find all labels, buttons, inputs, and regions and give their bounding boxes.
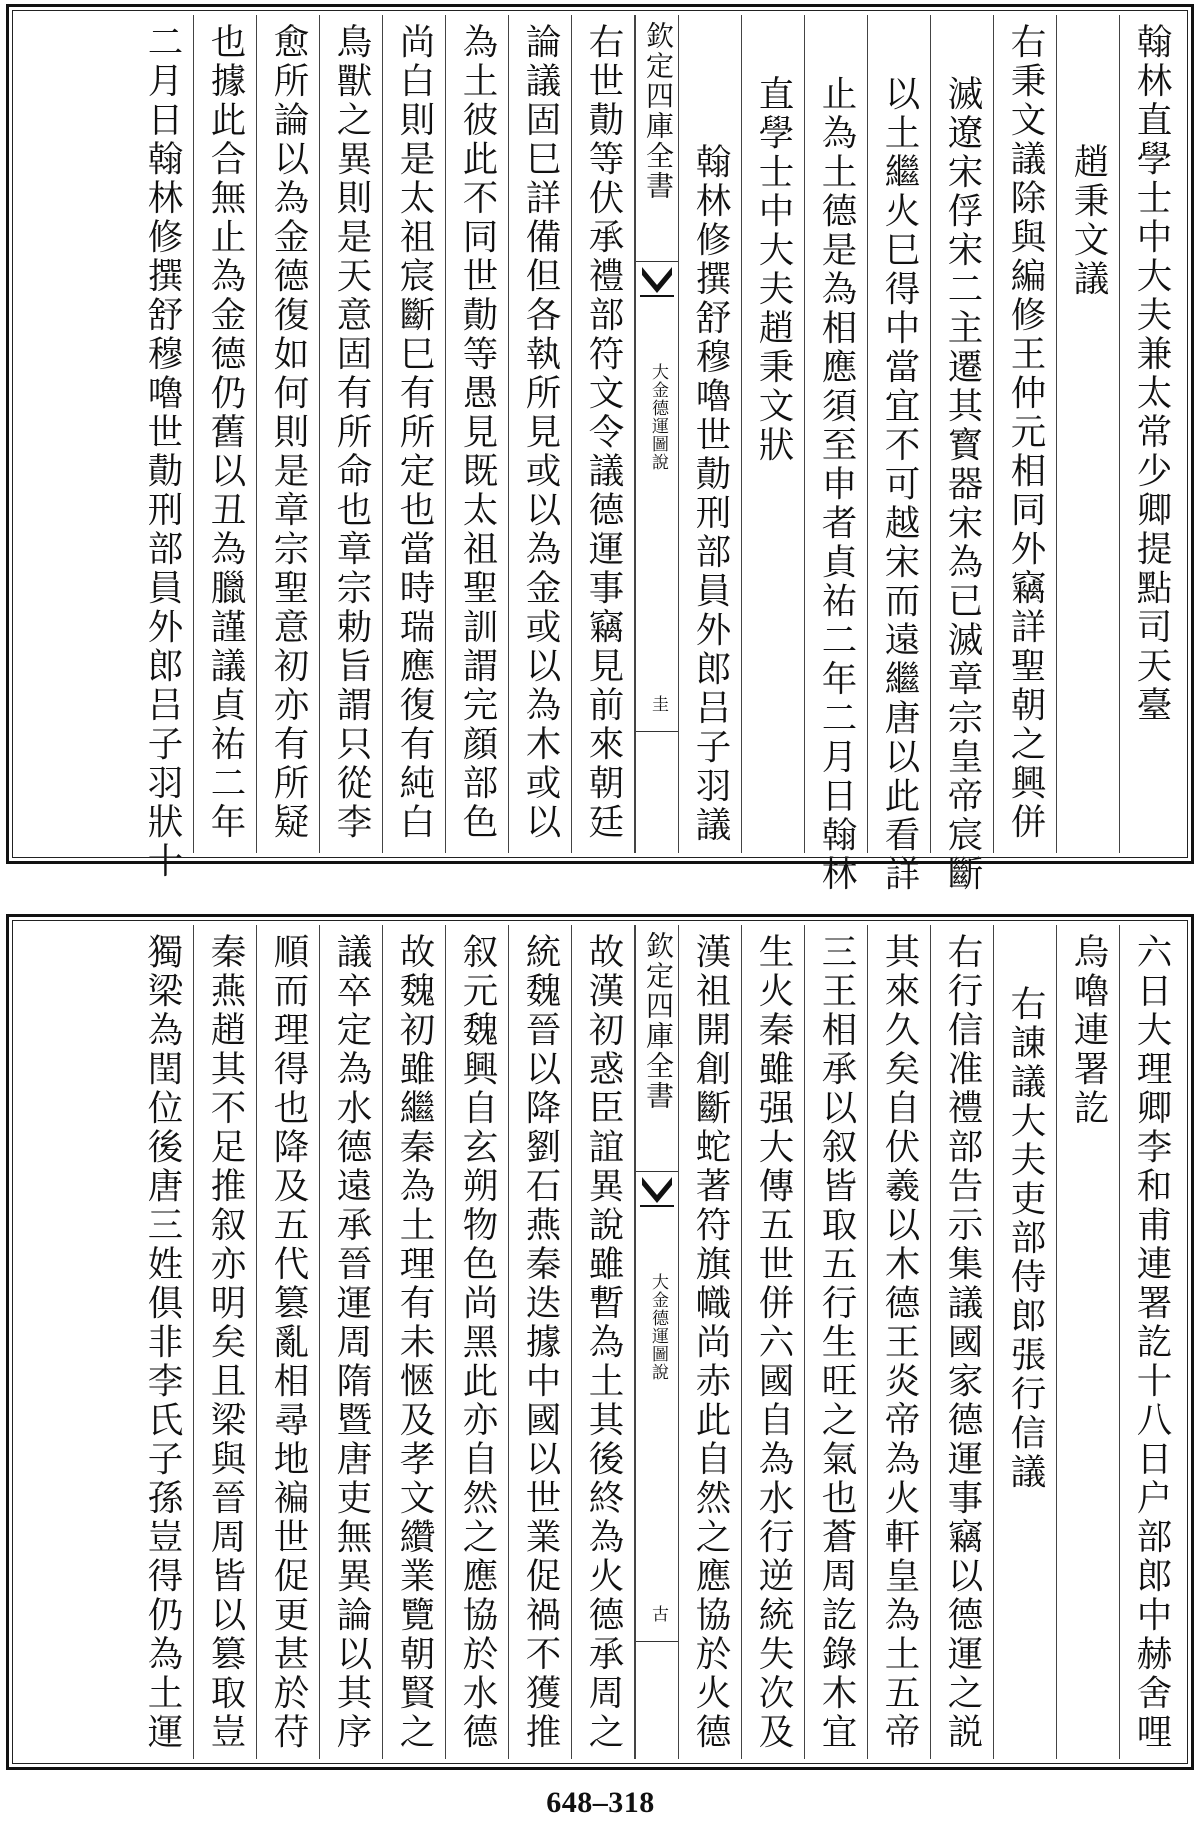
- text-column-heading: 翰林修撰舒穆嚕世勣刑部員外郎吕子羽議: [679, 15, 742, 853]
- text-column: 直學士中大夫趙秉文狀: [742, 15, 805, 853]
- fold-line: [636, 731, 678, 732]
- text-column: 右行信准禮部告示集議國家德運事竊以德運之説: [931, 925, 994, 1759]
- fold-line: [636, 1171, 678, 1172]
- text-column: 六日大理卿李和甫連署訖十八日户部郎中赫舍哩: [1131, 933, 1172, 1752]
- text-column: 愈所論以為金德復如何則是章宗聖意初亦有所疑: [257, 15, 320, 853]
- text-column: 其來久矣自伏羲以木德王炎帝為火軒皇為土五帝: [868, 925, 931, 1759]
- text-column: 統魏晉以降劉石燕秦迭據中國以世業促禍不獲推: [509, 925, 572, 1759]
- fish-tail-mark-icon: [640, 1175, 674, 1221]
- text-column: 三王相承以叙皆取五行生旺之氣也蒼周訖錄木宜: [805, 925, 868, 1759]
- text-column: 滅遼宋俘宋二主遷其寳器宋為已滅章宗皇帝宸斷: [931, 15, 994, 853]
- text-column-heading: 趙秉文議: [1057, 15, 1120, 853]
- text-column: 叙元魏興自玄朔物色尚黑此亦自然之應協於水德: [446, 925, 509, 1759]
- text-column: 止為土德是為相應須至申者貞祐二年二月日翰林: [805, 15, 868, 853]
- text-column: 尚白則是太祖宸斷巳有所定也當時瑞應復有純白: [383, 15, 446, 853]
- text-column: 右世勣等伏承禮部符文令議德運事竊見前來朝廷: [572, 15, 635, 853]
- center-fold: [635, 925, 679, 1759]
- upper-text-columns: [17, 15, 1183, 894]
- center-fold: [635, 15, 679, 853]
- text-column: 烏嚕連署訖: [1057, 925, 1120, 1759]
- folio-number: 古: [648, 1605, 668, 1622]
- fold-line: [636, 261, 678, 262]
- book-title: 大金德運圖說: [648, 1273, 668, 1381]
- text-column: 翰林直學士中大夫兼太常少卿提點司天臺: [1131, 23, 1172, 725]
- text-column: 順而理得也降及五代篡亂相尋地褊世促更甚於苻: [257, 925, 320, 1759]
- lower-page: [6, 914, 1194, 1770]
- text-column: 生火秦雖强大傳五世併六國自為水行逆統失次及: [742, 925, 805, 1759]
- text-column: 為土彼此不同世勣等愚見既太祖聖訓謂完顔部色: [446, 15, 509, 853]
- text-column: 右秉文議除與編修王仲元相同外竊詳聖朝之興併: [994, 15, 1057, 853]
- text-column: 以土繼火巳得中當宜不可越宋而遠繼唐以此看詳: [868, 15, 931, 853]
- lower-text-columns: [17, 925, 1183, 1759]
- text-column: 漢祖開創斷蛇著符旗幟尚赤此自然之應協於火德: [679, 925, 742, 1759]
- library-title: 欽定四庫全書: [642, 21, 675, 201]
- text-column: 二月日翰林修撰舒穆嚕世勣刑部員外郎吕子羽狀十: [131, 15, 194, 853]
- page-reference-number: 648–318: [546, 1786, 655, 1819]
- text-column: 故魏初雖繼秦為土理有未愜及孝文纘業覽朝賢之: [383, 925, 446, 1759]
- text-column: 鳥獸之異則是天意固有所命也章宗勅旨謂只從李: [320, 15, 383, 853]
- text-column: 秦燕趙其不足推叙亦明矣且梁與晉周皆以篡取豈: [194, 925, 257, 1759]
- book-title: 大金德運圖說: [648, 363, 668, 471]
- upper-page: [6, 4, 1194, 894]
- text-column: 議卒定為水德遠承晉運周隋暨唐吏無異論以其序: [320, 925, 383, 1759]
- text-column: 論議固巳詳備但各執所見或以為金或以為木或以: [509, 15, 572, 853]
- folio-number: 圭: [648, 695, 668, 712]
- fish-tail-mark-icon: [640, 265, 674, 311]
- text-column-heading: 右諌議大夫吏部侍郎張行信議: [994, 925, 1057, 1759]
- text-column: 故漢初惑臣誼異說雖暫為土其後終為火德承周之: [572, 925, 635, 1759]
- library-title: 欽定四庫全書: [642, 931, 675, 1111]
- text-column: 也據此合無止為金德仍舊以丑為臘謹議貞祐二年: [194, 15, 257, 853]
- fold-line: [636, 1641, 678, 1642]
- text-column: 獨梁為閏位後唐三姓俱非李氏子孫豈得仍為土運: [131, 925, 194, 1759]
